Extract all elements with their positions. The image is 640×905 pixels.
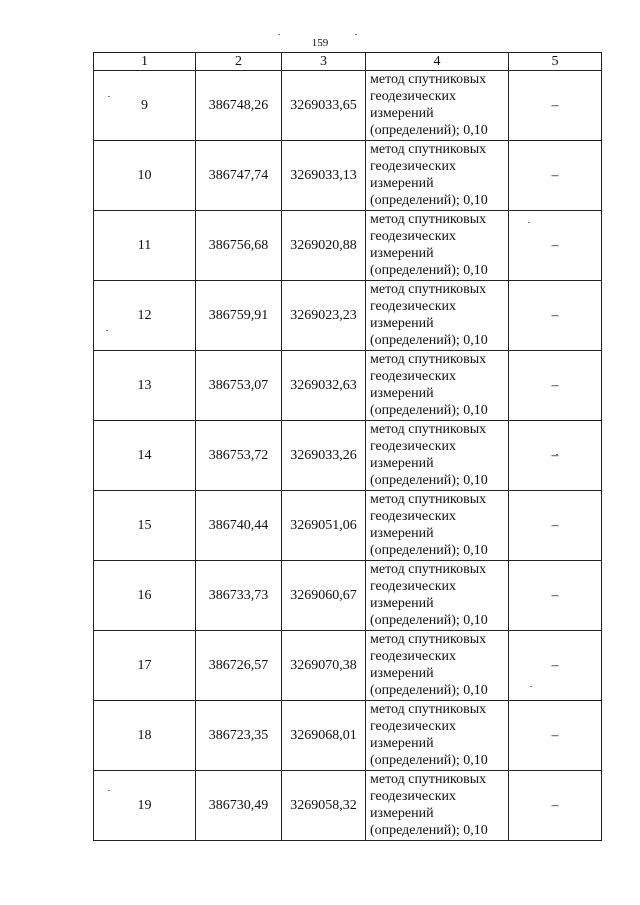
method-cell — [366, 701, 509, 771]
method-line: измерений — [370, 456, 434, 471]
point-number-cell: 11 — [94, 211, 196, 281]
method-cell — [366, 211, 509, 281]
page-number: 159 — [311, 37, 329, 49]
point-number-cell: 9 — [94, 71, 196, 141]
method-line: метод спутниковых — [370, 212, 487, 227]
method-line: геодезических — [370, 229, 457, 244]
x-coordinate-cell: 386759,91 — [196, 281, 282, 351]
method-line: (определений); 0,10 — [370, 263, 488, 278]
method-cell — [366, 631, 509, 701]
x-coordinate-cell: 386723,35 — [196, 701, 282, 771]
y-coordinate-cell: 3269033,65 — [282, 71, 366, 141]
method-line: измерений — [370, 176, 434, 191]
method-line: геодезических — [370, 159, 457, 174]
scan-speck — [278, 34, 280, 35]
method-line: метод спутниковых — [370, 72, 487, 87]
method-cell — [366, 71, 509, 141]
note-cell: – — [509, 701, 602, 771]
method-line: (определений); 0,10 — [370, 123, 488, 138]
method-line: измерений — [370, 316, 434, 331]
table-row — [94, 141, 602, 211]
note-cell: – — [509, 631, 602, 701]
method-line: (определений); 0,10 — [370, 613, 488, 628]
column-header: 4 — [366, 53, 509, 71]
table-row — [94, 421, 602, 491]
method-line: геодезических — [370, 509, 457, 524]
column-header: 3 — [282, 53, 366, 71]
x-coordinate-cell: 386753,07 — [196, 351, 282, 421]
method-line: геодезических — [370, 439, 457, 454]
note-cell: – — [509, 351, 602, 421]
note-cell: – — [509, 141, 602, 211]
x-coordinate-cell: 386756,68 — [196, 211, 282, 281]
method-line: (определений); 0,10 — [370, 403, 488, 418]
method-line: метод спутниковых — [370, 352, 487, 367]
note-cell: – — [509, 71, 602, 141]
table-row — [94, 631, 602, 701]
y-coordinate-cell: 3269060,67 — [282, 561, 366, 631]
coordinates-table — [93, 52, 602, 841]
table-row — [94, 71, 602, 141]
method-line: измерений — [370, 386, 434, 401]
note-cell: – — [509, 561, 602, 631]
point-number-cell: 17 — [94, 631, 196, 701]
point-number-cell: 10 — [94, 141, 196, 211]
method-line: (определений); 0,10 — [370, 193, 488, 208]
method-cell — [366, 491, 509, 561]
method-line: геодезических — [370, 649, 457, 664]
point-number-cell: 12 — [94, 281, 196, 351]
point-number-cell: 14 — [94, 421, 196, 491]
note-cell: – — [509, 771, 602, 841]
y-coordinate-cell: 3269070,38 — [282, 631, 366, 701]
table-row — [94, 211, 602, 281]
point-number-cell: 13 — [94, 351, 196, 421]
note-cell: – — [509, 281, 602, 351]
method-line: геодезических — [370, 789, 457, 804]
scan-speck — [355, 34, 357, 35]
x-coordinate-cell: 386753,72 — [196, 421, 282, 491]
method-line: метод спутниковых — [370, 142, 487, 157]
note-cell: – — [509, 421, 602, 491]
y-coordinate-cell: 3269020,88 — [282, 211, 366, 281]
method-line: метод спутниковых — [370, 282, 487, 297]
column-header: 1 — [94, 53, 196, 71]
note-cell: – — [509, 491, 602, 561]
method-line: измерений — [370, 106, 434, 121]
note-cell: – — [509, 211, 602, 281]
y-coordinate-cell: 3269051,06 — [282, 491, 366, 561]
x-coordinate-cell: 386730,49 — [196, 771, 282, 841]
table-row — [94, 281, 602, 351]
table-row — [94, 771, 602, 841]
point-number-cell: 18 — [94, 701, 196, 771]
x-coordinate-cell: 386740,44 — [196, 491, 282, 561]
method-cell — [366, 561, 509, 631]
x-coordinate-cell: 386733,73 — [196, 561, 282, 631]
y-coordinate-cell: 3269068,01 — [282, 701, 366, 771]
method-cell — [366, 281, 509, 351]
method-line: геодезических — [370, 89, 457, 104]
x-coordinate-cell: 386748,26 — [196, 71, 282, 141]
method-line: измерений — [370, 666, 434, 681]
point-number-cell: 16 — [94, 561, 196, 631]
method-cell — [366, 421, 509, 491]
method-line: геодезических — [370, 299, 457, 314]
table-row — [94, 351, 602, 421]
method-line: метод спутниковых — [370, 772, 487, 787]
method-line: (определений); 0,10 — [370, 823, 488, 838]
method-line: измерений — [370, 806, 434, 821]
method-cell — [366, 351, 509, 421]
method-line: метод спутниковых — [370, 702, 487, 717]
method-line: метод спутниковых — [370, 632, 487, 647]
method-line: метод спутниковых — [370, 422, 487, 437]
method-line: (определений); 0,10 — [370, 753, 488, 768]
y-coordinate-cell: 3269058,32 — [282, 771, 366, 841]
point-number-cell: 15 — [94, 491, 196, 561]
method-line: геодезических — [370, 369, 457, 384]
method-cell — [366, 141, 509, 211]
method-line: метод спутниковых — [370, 562, 487, 577]
method-line: измерений — [370, 736, 434, 751]
table-row — [94, 701, 602, 771]
y-coordinate-cell: 3269033,26 — [282, 421, 366, 491]
column-header: 2 — [196, 53, 282, 71]
x-coordinate-cell: 386747,74 — [196, 141, 282, 211]
x-coordinate-cell: 386726,57 — [196, 631, 282, 701]
method-line: геодезических — [370, 579, 457, 594]
method-cell — [366, 771, 509, 841]
method-line: (определений); 0,10 — [370, 333, 488, 348]
method-line: измерений — [370, 526, 434, 541]
method-line: (определений); 0,10 — [370, 473, 488, 488]
y-coordinate-cell: 3269033,13 — [282, 141, 366, 211]
point-number-cell: 19 — [94, 771, 196, 841]
table-row — [94, 491, 602, 561]
method-line: (определений); 0,10 — [370, 683, 488, 698]
table-row — [94, 561, 602, 631]
method-line: геодезических — [370, 719, 457, 734]
y-coordinate-cell: 3269023,23 — [282, 281, 366, 351]
method-line: измерений — [370, 596, 434, 611]
method-line: измерений — [370, 246, 434, 261]
method-line: метод спутниковых — [370, 492, 487, 507]
y-coordinate-cell: 3269032,63 — [282, 351, 366, 421]
column-header: 5 — [509, 53, 602, 71]
method-line: (определений); 0,10 — [370, 543, 488, 558]
table-header-row — [94, 53, 602, 71]
